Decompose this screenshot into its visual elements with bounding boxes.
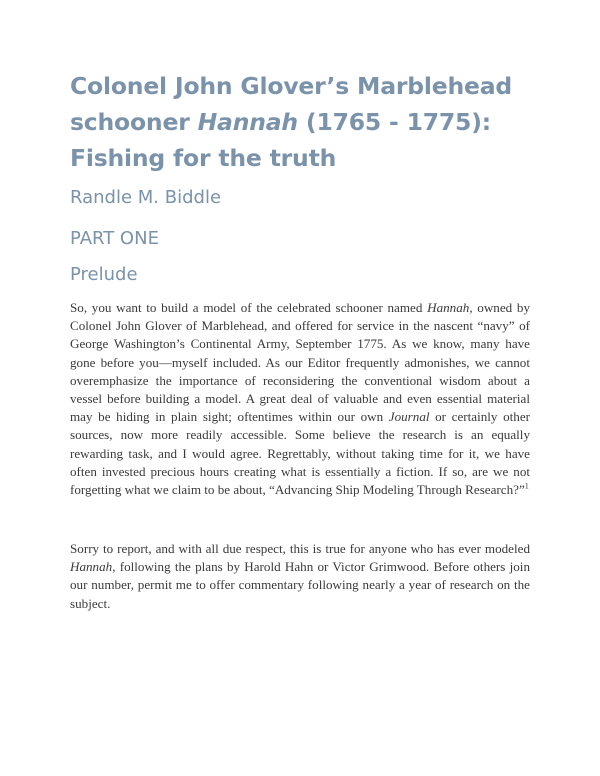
- paragraph-text: Sorry to report, and with all due respect, this is true for anyone who has ever modeled: [70, 541, 530, 556]
- title-line-1: Colonel John Glover’s Marblehead: [70, 72, 513, 100]
- title-line-3: Fishing for the truth: [70, 144, 337, 172]
- paragraph-text: So, you want to build a model of the celebrated schooner named: [70, 300, 428, 315]
- body-paragraph-1: [70, 299, 530, 499]
- article-title: [70, 68, 540, 176]
- footnote-marker[interactable]: 1: [524, 481, 529, 491]
- title-ship-name: Hannah: [197, 108, 298, 136]
- paragraph-text: or certainly other sources, now more readily accessible. Some believe the research is an equally rewarding task, and I would agree. Regrettably, without taking time for it, we have often invested precious hours creating what is essentially a fiction. If so, are we not forgetting what we claim to be about, “Advancing Ship Modeling Through Research?”: [70, 409, 530, 498]
- paragraph-text: , following the plans by Harold Hahn or Victor Grimwood. Before others join our number, permit me to offer commentary following nearly a year of research on the subject.: [70, 559, 530, 611]
- journal-italic: Journal: [388, 409, 430, 425]
- section-heading: Prelude: [70, 264, 138, 285]
- part-heading: PART ONE: [70, 228, 159, 249]
- body-paragraph-2: [70, 540, 530, 613]
- paragraph-text: , owned by Colonel John Glover of Marblehead, and offered for service in the nascent “navy” of George Washington’s Continental Army, September 1775. As we know, many have gone before you—myself included. As our Editor frequently admonishes, we cannot overemphasize the importance of reconsidering the conventional wisdom about a vessel before building a model. A great deal of valuable and even essential material may be hiding in plain sight; oftentimes within our own: [70, 300, 530, 425]
- author-name: Randle M. Biddle: [70, 187, 222, 208]
- title-line-2-suffix: (1765 - 1775):: [297, 108, 491, 136]
- title-line-2-prefix: schooner: [70, 108, 198, 136]
- ship-name-italic: Hannah: [427, 300, 470, 315]
- ship-name-italic: Hannah: [70, 559, 113, 575]
